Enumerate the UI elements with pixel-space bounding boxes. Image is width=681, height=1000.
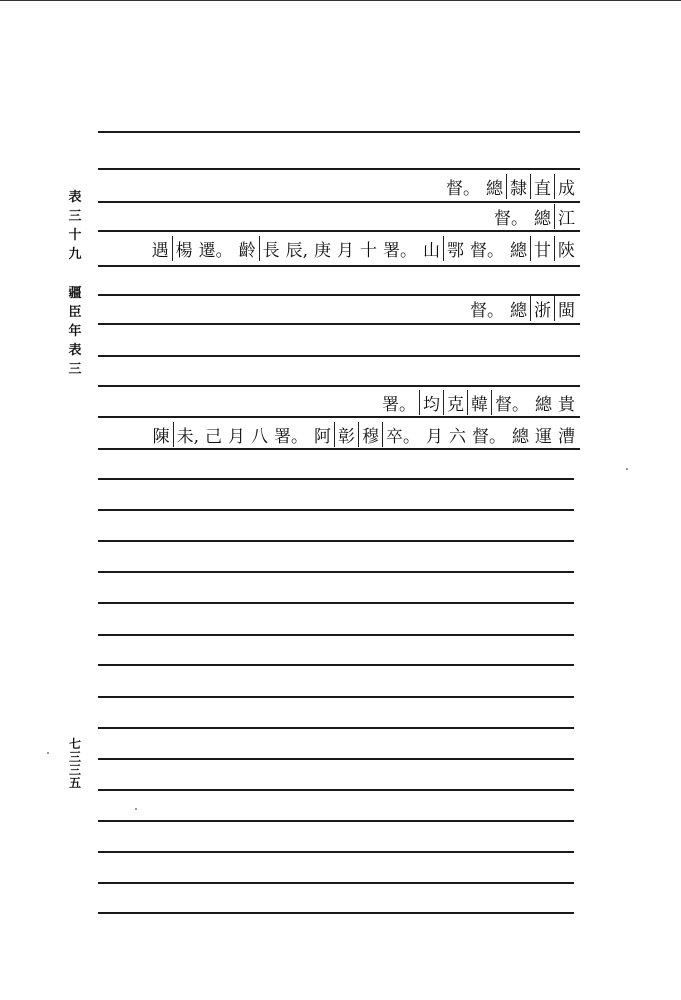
row-cell: 貴 — [558, 394, 575, 415]
side-caption — [66, 188, 84, 379]
row-cell: 月 — [337, 240, 354, 261]
table-rule — [98, 168, 580, 170]
row-cell: 均 — [420, 390, 444, 415]
table-rule — [98, 851, 574, 853]
row-cell: 長 — [262, 240, 280, 261]
row-cell: 署。 — [379, 390, 420, 415]
row-cell: 陳 — [150, 422, 174, 447]
row-cell: 總 — [507, 296, 531, 321]
table-row-minzhe — [467, 296, 578, 320]
row-cell: 總 — [507, 236, 531, 261]
caption-char: 九 — [68, 247, 82, 262]
row-cell: 隸 — [507, 174, 531, 199]
scan-speck — [626, 468, 628, 470]
table-rule — [98, 230, 580, 232]
row-cell: 韓 — [468, 390, 492, 415]
row-cell: 直 — [531, 174, 555, 199]
caption-char: 表 — [68, 343, 82, 358]
row-cell: 彰 — [335, 422, 359, 447]
table-row-shaangan — [149, 236, 578, 260]
row-cell: 卒。 — [386, 426, 420, 447]
table-rule — [98, 416, 580, 418]
row-cell: 浙 — [531, 296, 555, 321]
row-cell: 江 — [558, 208, 575, 229]
row-cell: 總 — [535, 394, 552, 415]
row-cell: 己 — [205, 426, 222, 447]
caption-char: 三 — [68, 362, 82, 377]
row-cell: 鄂 — [447, 240, 464, 261]
row-cell: 穆 — [359, 422, 383, 447]
row-cell: 督。 — [470, 300, 504, 321]
row-cell: 山 — [420, 236, 444, 261]
row-cell: 成 — [558, 178, 575, 199]
scan-speck — [135, 808, 137, 810]
row-cell: 督。 — [446, 178, 480, 199]
table-rule — [98, 355, 580, 357]
page-number-char: 五 — [68, 776, 81, 790]
row-cell: 督。 — [495, 394, 529, 415]
table-rule — [98, 758, 574, 760]
row-cell: 阿 — [311, 422, 335, 447]
table-rule — [98, 820, 574, 822]
table-rule — [98, 385, 580, 387]
row-cell: 閩 — [558, 300, 575, 321]
page-number-char: 七 — [68, 737, 81, 751]
ruled-table — [96, 0, 580, 1000]
scan-speck — [47, 752, 49, 754]
page-number-char: 三 — [68, 750, 81, 764]
table-rule — [98, 634, 574, 636]
row-cell: 八 — [251, 426, 268, 447]
row-cell: 遷。 — [198, 240, 233, 261]
caption-char: 臣 — [68, 305, 82, 320]
table-rule — [98, 540, 574, 542]
table-rule — [98, 131, 580, 133]
table-rule — [98, 882, 574, 884]
table-rule — [98, 912, 574, 914]
row-cell: 十 — [360, 240, 377, 261]
row-cell: 遇 — [149, 236, 173, 261]
caption-char: 疆 — [68, 286, 82, 301]
row-cell: 漕 — [558, 426, 575, 447]
row-cell: 署。 — [274, 426, 308, 447]
row-cell: 陝 — [558, 240, 575, 261]
table-rule — [98, 789, 574, 791]
caption-char: 十 — [68, 228, 82, 243]
row-cell: 庚 — [314, 240, 331, 261]
table-rule — [98, 201, 580, 203]
table-rule — [98, 727, 574, 729]
row-cell: 總 — [483, 174, 507, 199]
table-row-caoyun — [150, 422, 578, 446]
row-cell: 克 — [444, 390, 468, 415]
caption-char: 三 — [68, 209, 82, 224]
table-rule — [98, 571, 574, 573]
row-cell: 未, — [176, 426, 199, 447]
row-cell: 署。 — [383, 240, 417, 261]
table-rule — [98, 696, 574, 698]
page-number-char: 三 — [68, 763, 81, 777]
caption-gap — [66, 264, 84, 284]
caption-char: 年 — [68, 324, 82, 339]
table-row-gui — [379, 390, 578, 414]
page-number — [66, 738, 84, 790]
table-row-jiang — [491, 204, 578, 228]
row-cell: 總 — [531, 204, 555, 229]
row-cell: 辰, — [285, 240, 308, 261]
row-cell: 楊 — [175, 240, 193, 261]
row-cell: 總 — [512, 426, 529, 447]
table-rule — [98, 448, 580, 450]
row-cell: 月 — [228, 426, 245, 447]
table-rule — [98, 265, 580, 267]
caption-char: 表 — [68, 190, 82, 205]
row-cell: 督。 — [472, 426, 506, 447]
row-cell: 督。 — [470, 240, 504, 261]
row-cell: 督。 — [494, 208, 528, 229]
row-cell: 六 — [449, 426, 466, 447]
table-rule — [98, 323, 580, 325]
row-cell: 月 — [426, 426, 443, 447]
table-row-zhili — [443, 174, 578, 198]
row-cell: 齡 — [236, 236, 260, 261]
table-rule — [98, 478, 574, 480]
table-rule — [98, 664, 574, 666]
row-cell: 甘 — [531, 236, 555, 261]
row-cell: 運 — [535, 426, 552, 447]
table-rule — [98, 602, 574, 604]
table-rule — [98, 509, 574, 511]
